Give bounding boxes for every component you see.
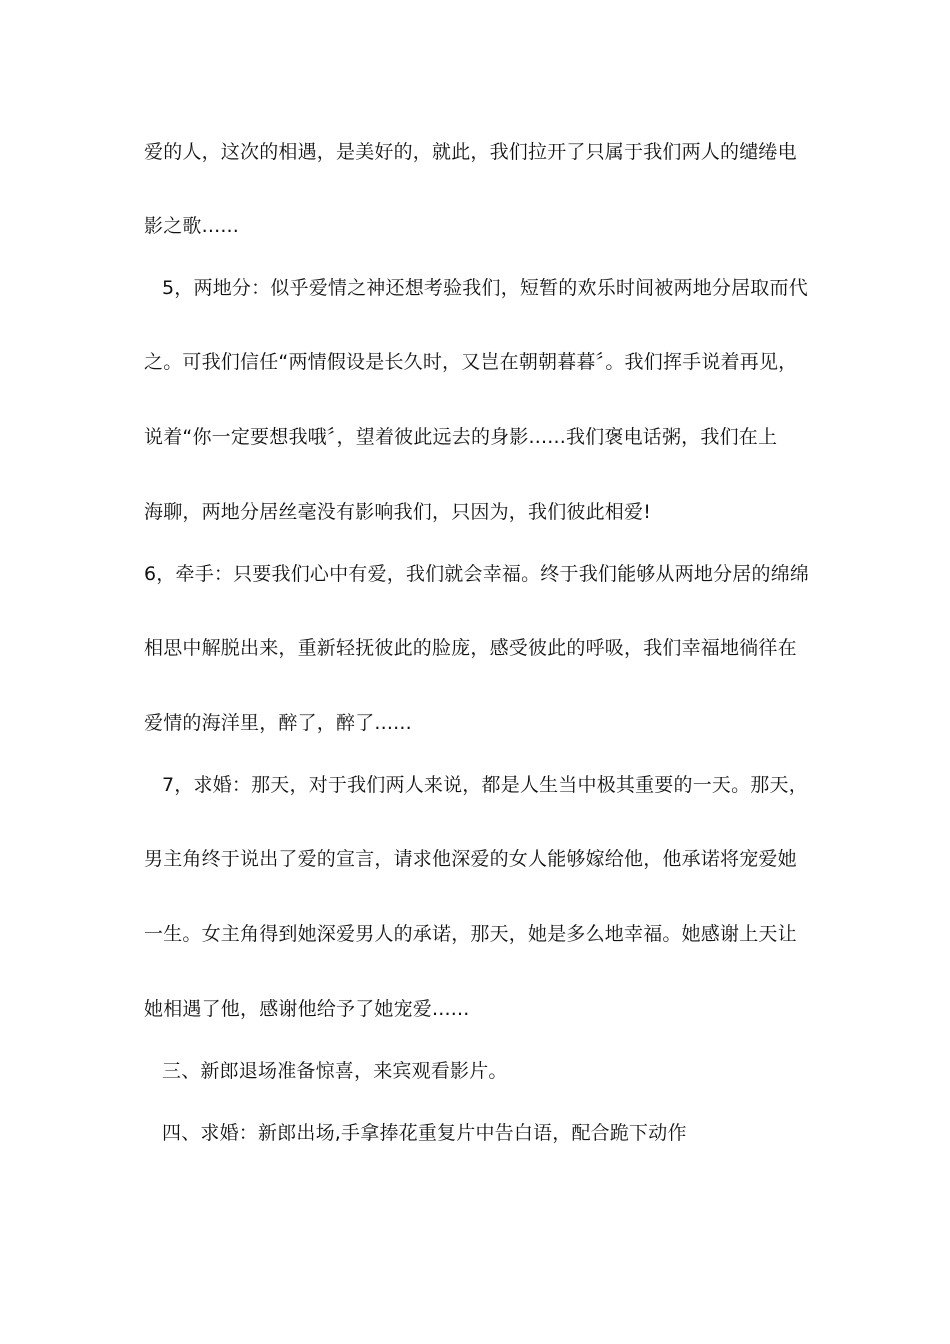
text-line: 之。可我们信任“两情假设是长久时，又岂在朝朝暮暮〞。我们挥手说着再见， <box>144 351 798 373</box>
text-line: 影之歌...... <box>144 215 240 237</box>
text-line: 一生。女主角得到她深爱男人的承诺，那天，她是多么地幸福。她感谢上天让 <box>144 923 797 945</box>
text-line: 说着“你一定要想我哦〞，望着彼此远去的身影......我们褒电话粥，我们在上 <box>144 426 778 448</box>
text-line: 7，求婚：那天，对于我们两人来说，都是人生当中极其重要的一天。那天， <box>162 774 808 796</box>
text-line: 爱的人，这次的相遇，是美好的，就此，我们拉开了只属于我们两人的缱绻电 <box>144 141 797 163</box>
text-line: 海聊，两地分居丝毫没有影响我们，只因为，我们彼此相爱! <box>144 501 652 523</box>
text-line: 5，两地分：似乎爱情之神还想考验我们，短暂的欢乐时间被两地分居取而代 <box>162 277 808 299</box>
text-line: 爱情的海洋里，醉了，醉了...... <box>144 712 412 734</box>
text-line: 她相遇了他，感谢他给予了她宠爱...... <box>144 998 470 1020</box>
text-line: 男主角终于说出了爱的宣言，请求他深爱的女人能够嫁给他，他承诺将宠爱她 <box>144 848 797 870</box>
text-line: 相思中解脱出来，重新轻抚彼此的脸庞，感受彼此的呼吸，我们幸福地徜徉在 <box>144 637 797 659</box>
text-line: 6，牵手：只要我们心中有爱，我们就会幸福。终于我们能够从两地分居的绵绵 <box>144 563 810 585</box>
section-heading: 三、新郎退场准备惊喜，来宾观看影片。 <box>162 1060 508 1082</box>
section-heading: 四、求婚：新郎出场,手拿捧花重复片中告白语，配合跪下动作 <box>162 1122 687 1144</box>
